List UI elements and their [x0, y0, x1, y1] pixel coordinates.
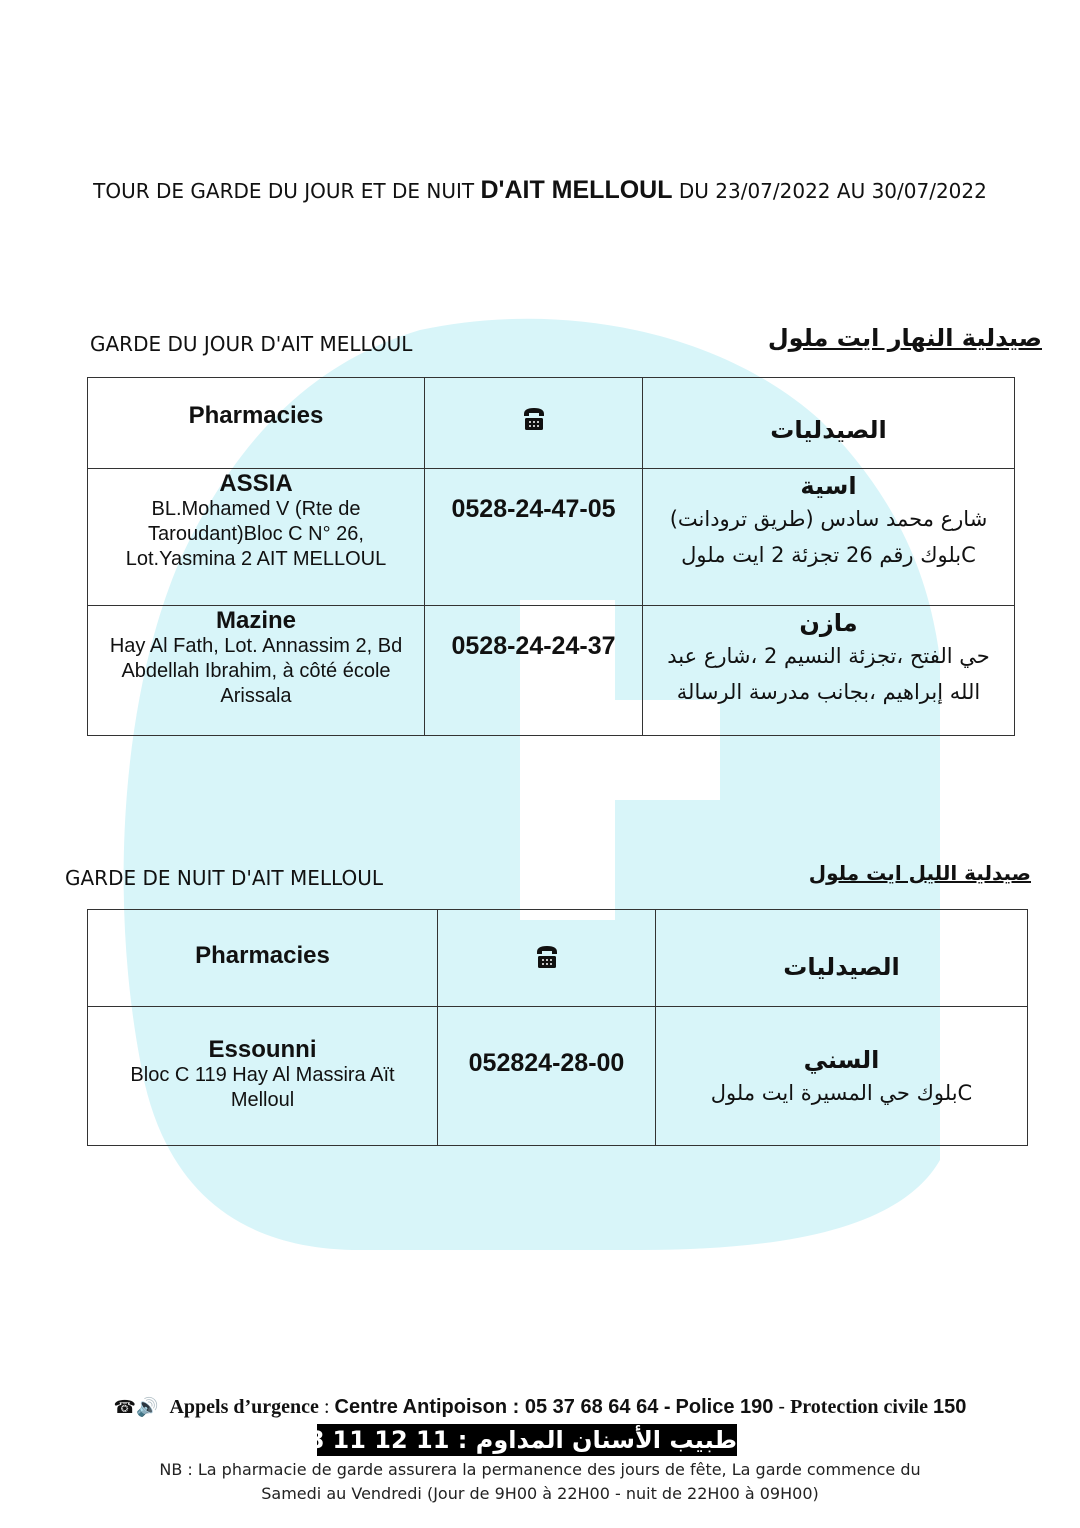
row-phone-cell [438, 1007, 656, 1146]
pharmacy-name-ar: اسية [800, 472, 857, 500]
protection-label: Protection civile [790, 1396, 928, 1418]
protection-number: 150 [932, 1396, 967, 1418]
police-number: Police 190 [675, 1396, 774, 1418]
urgence-colon: : [323, 1396, 330, 1418]
pharmacy-name-ar: مازن [799, 609, 858, 637]
emergency-calls-line [0, 1396, 1080, 1419]
table-row [88, 469, 1015, 606]
pharmacy-phone: 0528-24-47-05 [451, 495, 616, 523]
pharmacy-address-ar: شارع محمد سادس (طريق ترودانت) Cبلوك رقم 26 تجزئة 2 ايت ملول [669, 507, 988, 567]
nb-note [100, 1458, 980, 1506]
night-table [87, 909, 1028, 1146]
phone-alert-icon: ☎🔊 [113, 1397, 159, 1418]
nb-line-1: NB : La pharmacie de garde assurera la permanence des jours de fête, La garde commence du [159, 1460, 921, 1479]
day-heading-ar: صيدلية النهار ايت ملول [767, 324, 1042, 352]
title-dates: DU 23/07/2022 AU 30/07/2022 [678, 179, 987, 203]
antipoison-number: Centre Antipoison : 05 37 68 64 64 - [334, 1396, 671, 1418]
row-fr-cell [88, 606, 425, 736]
nb-line-2: Samedi au Vendredi (Jour de 9H00 à 22H00 - nuit de 22H00 à 09H00) [261, 1484, 819, 1503]
pharmacy-name-fr: ASSIA [219, 470, 293, 497]
pharmacy-name-ar: السني [803, 1046, 880, 1074]
row-phone-cell [425, 606, 643, 736]
telephone-icon [535, 944, 559, 970]
pharmacy-phone: 052824-28-00 [468, 1049, 625, 1077]
pharmacy-address-fr: BL.Mohamed V (Rte de Taroudant)Bloc C N° 26, Lot.Yasmina 2 AIT MELLOUL [125, 498, 387, 570]
night-table-header [88, 910, 1028, 1007]
pharmacy-name-fr: Essounni [208, 1036, 317, 1063]
table-row [88, 1007, 1028, 1146]
urgence-label: Appels d’urgence [169, 1396, 319, 1418]
header-phone [438, 910, 656, 1007]
header-pharmacies-ar: الصيدليات [643, 378, 1015, 469]
pharmacy-address-fr: Bloc C 119 Hay Al Massira Aït Melloul [130, 1064, 395, 1111]
pharmacy-address-fr: Hay Al Fath, Lot. Annassim 2, Bd Abdellah Ibrahim, à côté école Arissala [109, 635, 403, 707]
night-heading-fr: GARDE DE NUIT D'AIT MELLOUL [65, 866, 383, 890]
night-heading-ar: صيدلية الليل ايت ملول [808, 861, 1031, 885]
separator-dash: - [778, 1396, 786, 1418]
header-phone [425, 378, 643, 469]
page-title [0, 176, 1080, 205]
title-place: D'AIT MELLOUL [480, 176, 673, 204]
telephone-icon [522, 406, 546, 432]
row-ar-cell [656, 1007, 1028, 1146]
day-table [87, 377, 1015, 736]
row-fr-cell [88, 1007, 438, 1146]
day-table-header [88, 378, 1015, 469]
row-fr-cell [88, 469, 425, 606]
day-heading-fr: GARDE DU JOUR D'AIT MELLOUL [90, 332, 413, 356]
pharmacy-name-fr: Mazine [215, 607, 296, 634]
pharmacy-address-ar: حي الفتح ،تجزئة النسيم 2 ،شارع عبد الله إبراهيم ،بجانب مدرسة الرسالة [667, 644, 990, 704]
pharmacy-address-ar: Cبلوك حي المسيرة ايت ملول [710, 1081, 973, 1105]
header-pharmacies: Pharmacies [88, 910, 438, 1007]
header-pharmacies-ar: الصيدليات [656, 910, 1028, 1007]
dentist-on-duty-banner: طبيب الأسنان المداوم : 11 12 11 08 06 [248, 1426, 737, 1454]
title-prefix: TOUR DE GARDE DU JOUR ET DE NUIT [93, 179, 475, 203]
pharmacy-phone: 0528-24-24-37 [451, 632, 616, 660]
row-ar-cell [643, 469, 1015, 606]
header-pharmacies: Pharmacies [88, 378, 425, 469]
table-row [88, 606, 1015, 736]
row-phone-cell [425, 469, 643, 606]
row-ar-cell [643, 606, 1015, 736]
